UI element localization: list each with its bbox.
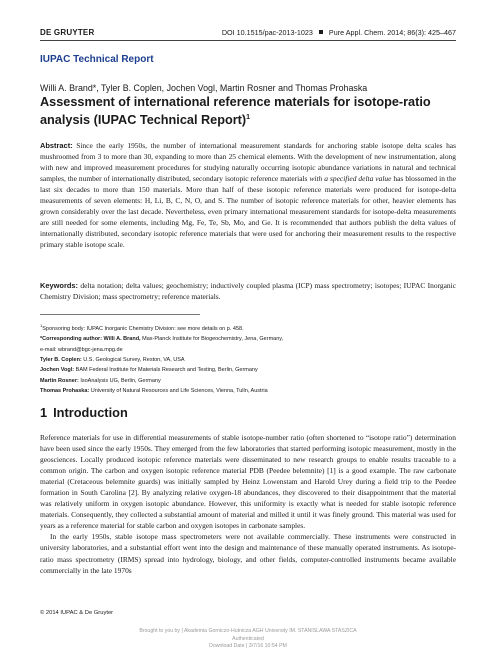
author-list: Willi A. Brand*, Tyler B. Coplen, Jochen Vogl, Martin Rosner and Thomas Prohaska <box>40 83 368 93</box>
watermark-line: Brought to you by | Akademia Gorniczo-Hutnicza AGH University IM. STANISLAWA STASZICA <box>139 628 357 634</box>
footnote-mark: 1 <box>40 323 43 328</box>
copyright-notice: © 2014 IUPAC & De Gruyter <box>40 610 114 616</box>
body-paragraph: Reference materials for use in differential measurements of stable isotope-number ratio (often shortened to “isotope ratio”) determination have been used since the early 1950s. They emerged from the few laboratories that started performing isotopic measurement, mostly in the geosciences. Locally produced isotopic reference materials were disseminated to new research groups to enable results traceable to a common origin. The carbon and oxygen isotopic reference material PDB (Peedee belemnite) [1] is a good example. The raw carbonate material (Cretaceous belemnite guards) was initially sampled by Heinz Lowenstam and Harold Urey during a field trip to the Peedee formation in South Carolina [2]. By analyzing relative oxygen-18 abundances, they discovered to their disappointment that the material was relatively uniform in oxygen isotopic abundance. However, this uniformity is exactly what is needed for stable isotopic reference materials. Consequently, they collected a substantial amount of material and milled it until it was finely ground. This material was used for years as a reference material for stable carbon and oxygen isotopes in carbonate samples. <box>40 433 456 531</box>
footnote-text: IsoAnalysis UG, Berlin, Germany <box>78 377 161 384</box>
header-meta <box>222 28 456 37</box>
footnotes <box>40 321 456 397</box>
watermark-line: Download Date | 3/7/16 10:54 PM <box>209 643 287 649</box>
footnote-affiliation <box>40 386 456 396</box>
footnote-rule <box>40 314 200 315</box>
section-title: Introduction <box>53 405 128 420</box>
footnote-text: Sponsoring body: IUPAC Inorganic Chemistry Division: see more details on p. 458. <box>42 325 244 332</box>
page-header <box>40 25 456 39</box>
section-body <box>40 432 456 576</box>
keywords-text: delta notation; delta values; geochemistry; inductively coupled plasma (ICP) mass spectrometry; isotopes; IUPAC Inorganic Chemistry Division; mass spectrometry; reference materials. <box>40 281 457 302</box>
journal-citation: Pure Appl. Chem. 2014; 86(3): 425–467 <box>328 27 456 37</box>
footnote-email <box>40 345 456 355</box>
footnote-text: BAM Federal Institute for Materials Research and Testing, Berlin, Germany <box>74 367 258 374</box>
footnote-label: *Corresponding author: Willi A. Brand, <box>40 336 141 343</box>
abstract-text-part-2: has blossomed in the last six decades to more than 150 materials. More than half of these isotopic reference materials were produced for isotope-delta measurements of seven elements: H, Li, B, C, N, O, and S. The number of isotopic reference materials for other, heavier elements has grown considerably over the last decade. Nevertheless, even primary international measurement standards for isotope-delta measurements are still needed for some elements, including Mg, Fe, Te, Sb, Mo, and Ge. It is recommended that authors publish the delta values of internationally distributed, secondary isotopic reference materials that were used for anchoring their measurement results to the respective primary stable isotope scale. <box>40 174 457 250</box>
section-heading <box>40 405 456 420</box>
section-number: 1 <box>40 405 48 420</box>
footnote-affiliation <box>40 376 456 386</box>
footnote-label: Martin Rosner: <box>40 377 79 384</box>
header-rule <box>40 40 456 41</box>
abstract-label: Abstract: <box>40 141 73 150</box>
download-watermark <box>0 628 496 651</box>
separator-square-icon <box>319 30 323 34</box>
footnote-text: University of Natural Resources and Life Sciences, Vienna, Tulln, Austria <box>89 388 268 395</box>
abstract-text-part-1: Since the early 1950s, the number of international measurement standards for anchoring stable isotope delta scales has mushroomed from 3 to more than 30, expanding to more than 25 chemical elements. With the development of new instrumentation, along with new and improved measurement procedures for studying naturally occurring isotopic abundance variations in natural and technical samples, the number of internationally distributed, secondary isotopic reference materials <box>40 141 456 184</box>
keywords <box>40 280 456 302</box>
footnote-sponsor <box>40 321 456 334</box>
abstract-emphasis: with a specified delta value <box>309 174 392 184</box>
abstract <box>40 140 456 250</box>
footnote-affiliation <box>40 365 456 375</box>
body-paragraph: In the early 1950s, stable isotope mass spectrometers were not available commercially. These instruments were constructed in university laboratories, and a substantial effort went into the design and maintenance of these manually operated instruments. As isotope-ratio mass spectrometry (IRMS) spread into hydrology, biology, and other fields, computer-controlled instruments became available commercially in the late 1970s <box>40 532 456 575</box>
article-title-text: Assessment of international reference materials for isotope-ratio analysis (IUPAC Technical Report) <box>40 95 431 128</box>
email-link[interactable]: e-mail: wbrand@bgc-jena.mpg.de <box>40 346 123 353</box>
report-type-label: IUPAC Technical Report <box>40 54 154 65</box>
keywords-label: Keywords: <box>40 281 79 290</box>
footnote-label: Jochen Vogl: <box>40 367 75 374</box>
title-footnote-mark[interactable]: 1 <box>246 114 251 122</box>
watermark-line: Authenticated <box>232 635 264 642</box>
footnote-text: U.S. Geological Survey, Reston, VA, USA <box>81 357 185 364</box>
doi-link[interactable]: DOI 10.1515/pac-2013-1023 <box>221 27 313 37</box>
footnote-corresponding-author <box>40 334 456 344</box>
footnote-label: Thomas Prohaska: <box>40 388 90 395</box>
article-title <box>40 95 456 129</box>
footnote-label: Tyler B. Coplen: <box>40 357 82 364</box>
publisher-logo: DE GRUYTER <box>40 27 95 37</box>
footnote-text: Max-Planck Institute for Biogeochemistry, Jena, Germany, <box>140 336 284 343</box>
footnote-affiliation <box>40 355 456 365</box>
